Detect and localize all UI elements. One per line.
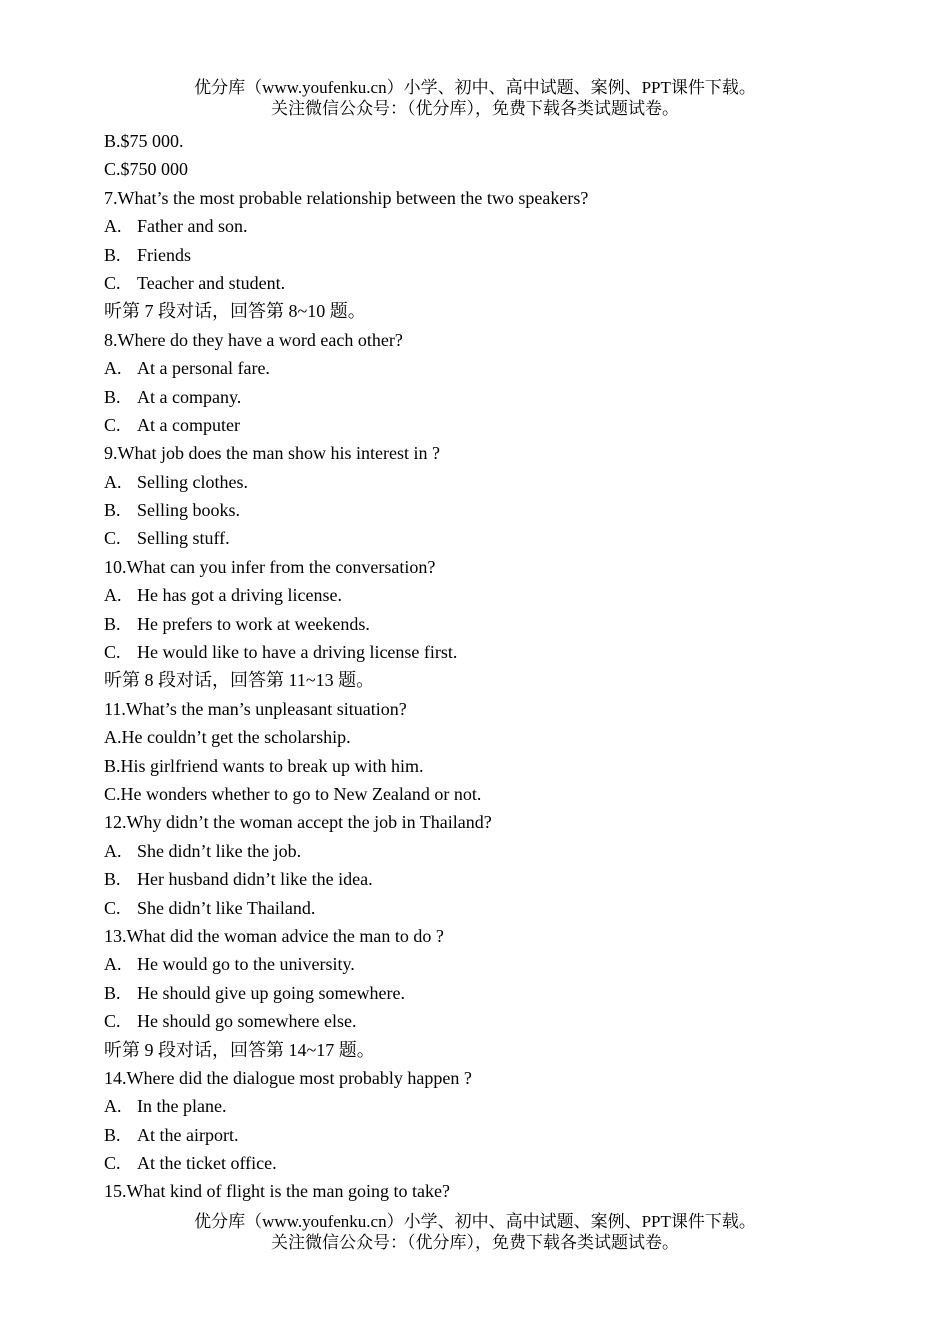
option-text: Father and son.	[137, 216, 248, 237]
option-text: He should go somewhere else.	[137, 1011, 357, 1032]
option-letter: B.	[104, 613, 121, 634]
option-letter: C.	[104, 414, 121, 435]
question-text: 8.Where do they have a word each other?	[104, 329, 403, 350]
option-text: Her husband didn’t like the idea.	[137, 869, 373, 890]
footer-line-1: 优分库（www.youfenku.cn）小学、初中、高中试题、案例、PPT课件下载。	[194, 1212, 756, 1231]
option-text: At a computer	[137, 414, 240, 435]
question-text: 12.Why didn’t the woman accept the job in Thailand?	[104, 812, 492, 833]
answer-option	[104, 411, 904, 439]
answer-option	[104, 979, 904, 1007]
header-line-1: 优分库（www.youfenku.cn）小学、初中、高中试题、案例、PPT课件下载。	[194, 78, 756, 97]
option-text: She didn’t like the job.	[137, 840, 302, 861]
answer-option	[104, 581, 904, 609]
question-text: 11.What’s the man’s unpleasant situation?	[104, 698, 407, 719]
question-text: 10.What can you infer from the conversation?	[104, 556, 436, 577]
answer-option	[104, 638, 904, 666]
question-text: 14.Where did the dialogue most probably happen ?	[104, 1067, 472, 1088]
footer-line-2: 关注微信公众号：（优分库），免费下载各类试题试卷。	[271, 1233, 679, 1252]
answer-option	[104, 496, 904, 524]
answer-option	[104, 212, 904, 240]
option-text: She didn’t like Thailand.	[137, 897, 316, 918]
answer-option: C.$750 000	[104, 159, 189, 180]
answer-option: C.He wonders whether to go to New Zealand or not.	[104, 783, 482, 804]
document-body	[104, 127, 904, 1206]
option-text: Teacher and student.	[137, 272, 286, 293]
option-letter: B.	[104, 1124, 121, 1145]
answer-option	[104, 610, 904, 638]
option-letter: B.	[104, 386, 121, 407]
option-letter: C.	[104, 1153, 121, 1174]
section-instruction: 听第 8 段对话，回答第 11~13 题。	[104, 670, 375, 691]
option-text: Selling stuff.	[137, 528, 230, 549]
answer-option	[104, 524, 904, 552]
option-letter: A.	[104, 954, 122, 975]
option-letter: C.	[104, 1011, 121, 1032]
option-letter: B.	[104, 500, 121, 521]
option-text: He should give up going somewhere.	[137, 982, 405, 1003]
option-letter: C.	[104, 528, 121, 549]
question-text: 15.What kind of flight is the man going to take?	[104, 1181, 450, 1202]
section-instruction: 听第 7 段对话，回答第 8~10 题。	[104, 301, 366, 322]
answer-option	[104, 950, 904, 978]
answer-option	[104, 1149, 904, 1177]
option-letter: B.	[104, 869, 121, 890]
page-header	[0, 77, 950, 119]
option-letter: A.	[104, 840, 122, 861]
option-text: He prefers to work at weekends.	[137, 613, 370, 634]
question-text: 9.What job does the man show his interest in ?	[104, 443, 440, 464]
option-text: At a personal fare.	[137, 358, 270, 379]
answer-option: B.$75 000.	[104, 131, 184, 151]
option-letter: B.	[104, 982, 121, 1003]
header-line-2: 关注微信公众号：（优分库），免费下载各类试题试卷。	[271, 99, 679, 118]
option-text: Selling clothes.	[137, 471, 248, 492]
option-letter: C.	[104, 642, 121, 663]
answer-option	[104, 865, 904, 893]
option-letter: B.	[104, 244, 121, 265]
answer-option	[104, 894, 904, 922]
option-letter: A.	[104, 471, 122, 492]
option-letter: A.	[104, 1096, 122, 1117]
answer-option	[104, 1092, 904, 1120]
option-text: At a company.	[137, 386, 242, 407]
answer-option	[104, 837, 904, 865]
question-text: 13.What did the woman advice the man to do ?	[104, 925, 444, 946]
answer-option: A.He couldn’t get the scholarship.	[104, 727, 351, 748]
question-text: 7.What’s the most probable relationship between the two speakers?	[104, 187, 589, 208]
option-text: At the ticket office.	[137, 1153, 277, 1174]
option-letter: A.	[104, 216, 122, 237]
option-letter: C.	[104, 897, 121, 918]
answer-option	[104, 468, 904, 496]
option-text: He would like to have a driving license first.	[137, 642, 458, 663]
option-text: In the plane.	[137, 1096, 227, 1117]
answer-option	[104, 269, 904, 297]
option-text: At the airport.	[137, 1124, 239, 1145]
page-footer	[0, 1211, 950, 1253]
option-letter: A.	[104, 585, 122, 606]
answer-option	[104, 354, 904, 382]
option-letter: A.	[104, 358, 122, 379]
answer-option	[104, 1007, 904, 1035]
option-letter: C.	[104, 272, 121, 293]
answer-option	[104, 383, 904, 411]
answer-option	[104, 1121, 904, 1149]
option-text: Selling books.	[137, 500, 241, 521]
option-text: Friends	[137, 244, 191, 265]
option-text: He would go to the university.	[137, 954, 355, 975]
answer-option: B.His girlfriend wants to break up with him.	[104, 755, 424, 776]
option-text: He has got a driving license.	[137, 585, 342, 606]
answer-option	[104, 241, 904, 269]
section-instruction: 听第 9 段对话，回答第 14~17 题。	[104, 1039, 375, 1060]
